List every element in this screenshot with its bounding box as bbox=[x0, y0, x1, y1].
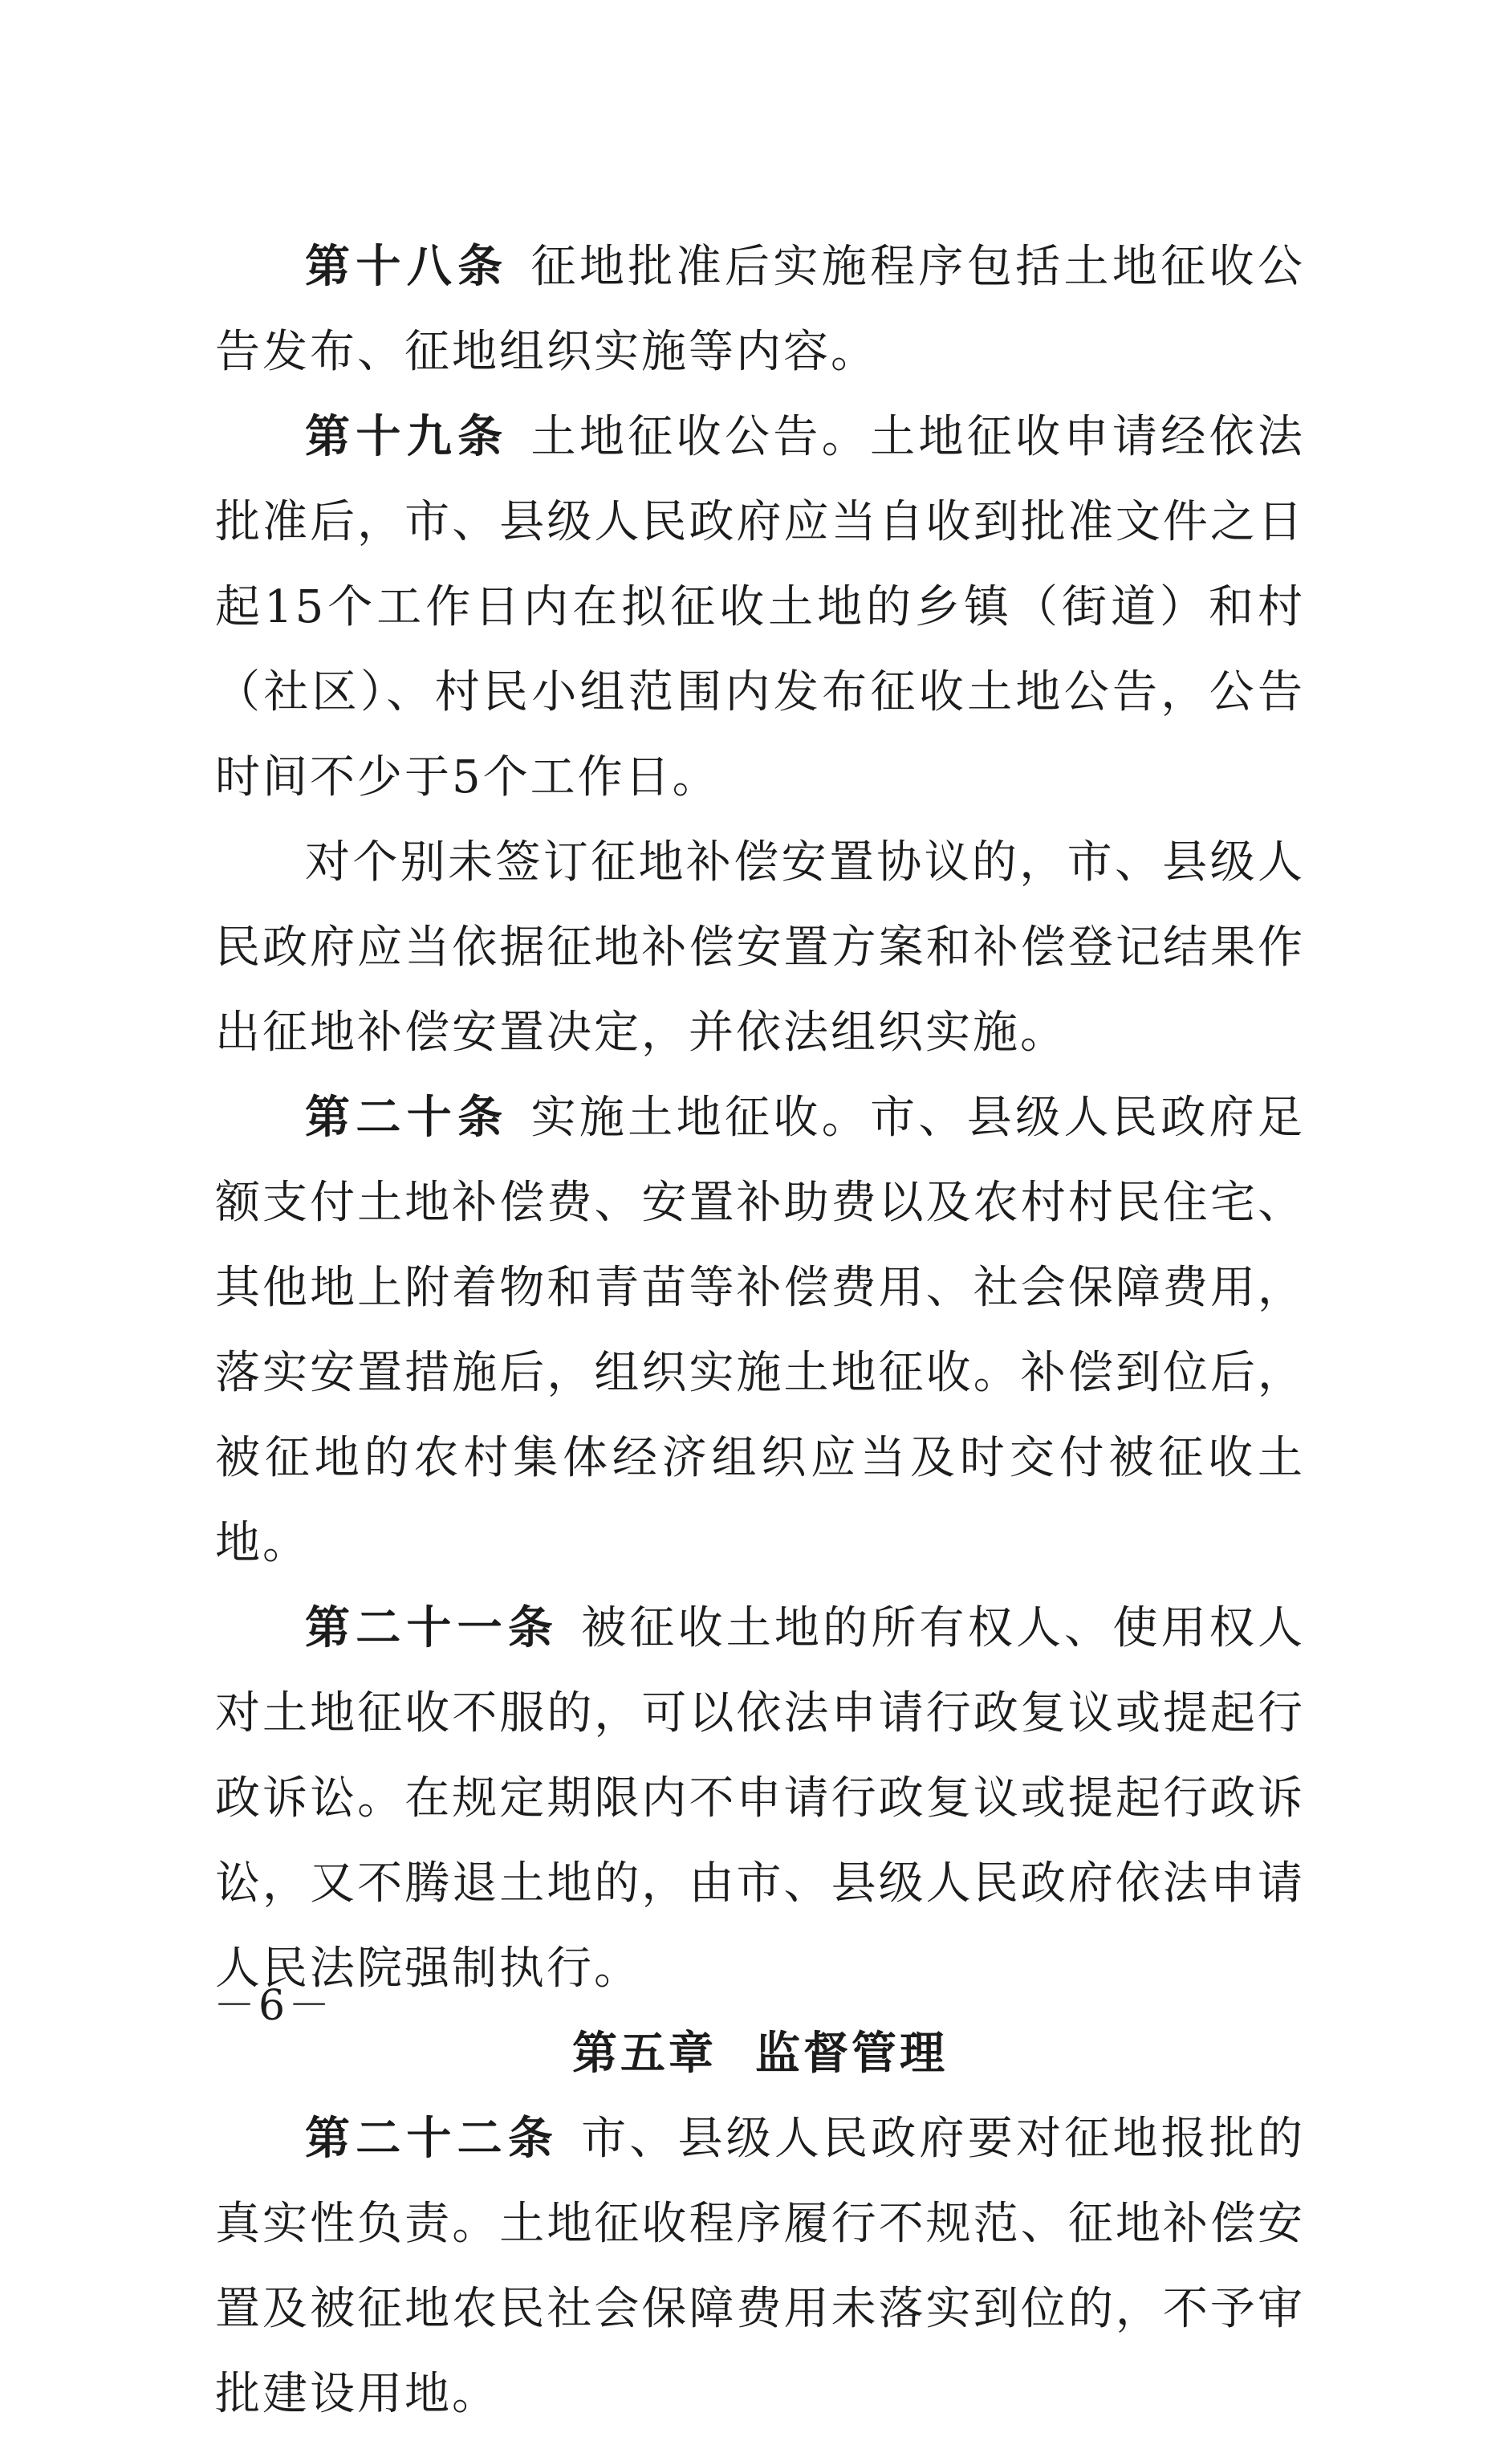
article-heading: 第二十一条 bbox=[305, 1602, 559, 1654]
article-text: 征地批准后实施程序包括土地征收公告发布、征地组织实施等内容。 bbox=[215, 241, 1306, 378]
article-text: 市、县级人民政府要对征地报批的真实性负责。土地征收程序履行不规范、征地补偿安置及被征地农民社会保障费用未落实到位的，不予审批建设用地。 bbox=[215, 2113, 1306, 2420]
article-heading: 第十八条 bbox=[305, 241, 509, 293]
article-heading: 第二十二条 bbox=[305, 2113, 559, 2165]
article-19 bbox=[215, 395, 1305, 820]
page-number: －6－ bbox=[213, 1982, 334, 2030]
article-text: 土地征收公告。土地征收申请经依法批准后，市、县级人民政府应当自收到批准文件之日起15个工作日内在拟征收土地的乡镇（街道）和村（社区）、村民小组范围内发布征收土地公告，公告时间不少于5个工作日。 bbox=[215, 411, 1306, 804]
article-18 bbox=[215, 225, 1305, 395]
chapter-number: 第五章 bbox=[572, 2028, 717, 2080]
article-text: 被征收土地的所有权人、使用权人对土地征收不服的，可以依法申请行政复议或提起行政诉讼。在规定期限内不申请行政复议或提起行政诉讼，又不腾退土地的，由市、县级人民政府依法申请人民法院强制执行。 bbox=[215, 1602, 1306, 1995]
article-21 bbox=[215, 1586, 1305, 2012]
article-text: 实施土地征收。市、县级人民政府足额支付土地补偿费、安置补助费以及农村村民住宅、其他地上附着物和青苗等补偿费用、社会保障费用，落实安置措施后，组织实施土地征收。补偿到位后，被征地的农村集体经济组织应当及时交付被征收土地。 bbox=[215, 1092, 1306, 1569]
document-body bbox=[215, 225, 1305, 2437]
article-22 bbox=[215, 2097, 1305, 2437]
article-heading: 第二十条 bbox=[305, 1092, 509, 1144]
paragraph-text: 对个别未签订征地补偿安置协议的，市、县级人民政府应当依据征地补偿安置方案和补偿登记结果作出征地补偿安置决定，并依法组织实施。 bbox=[215, 836, 1305, 1059]
article-19-paragraph-2 bbox=[215, 820, 1305, 1076]
article-20 bbox=[215, 1076, 1305, 1586]
chapter-title: 监督管理 bbox=[755, 2028, 948, 2080]
article-heading: 第十九条 bbox=[305, 411, 509, 463]
chapter-heading bbox=[215, 2012, 1305, 2097]
